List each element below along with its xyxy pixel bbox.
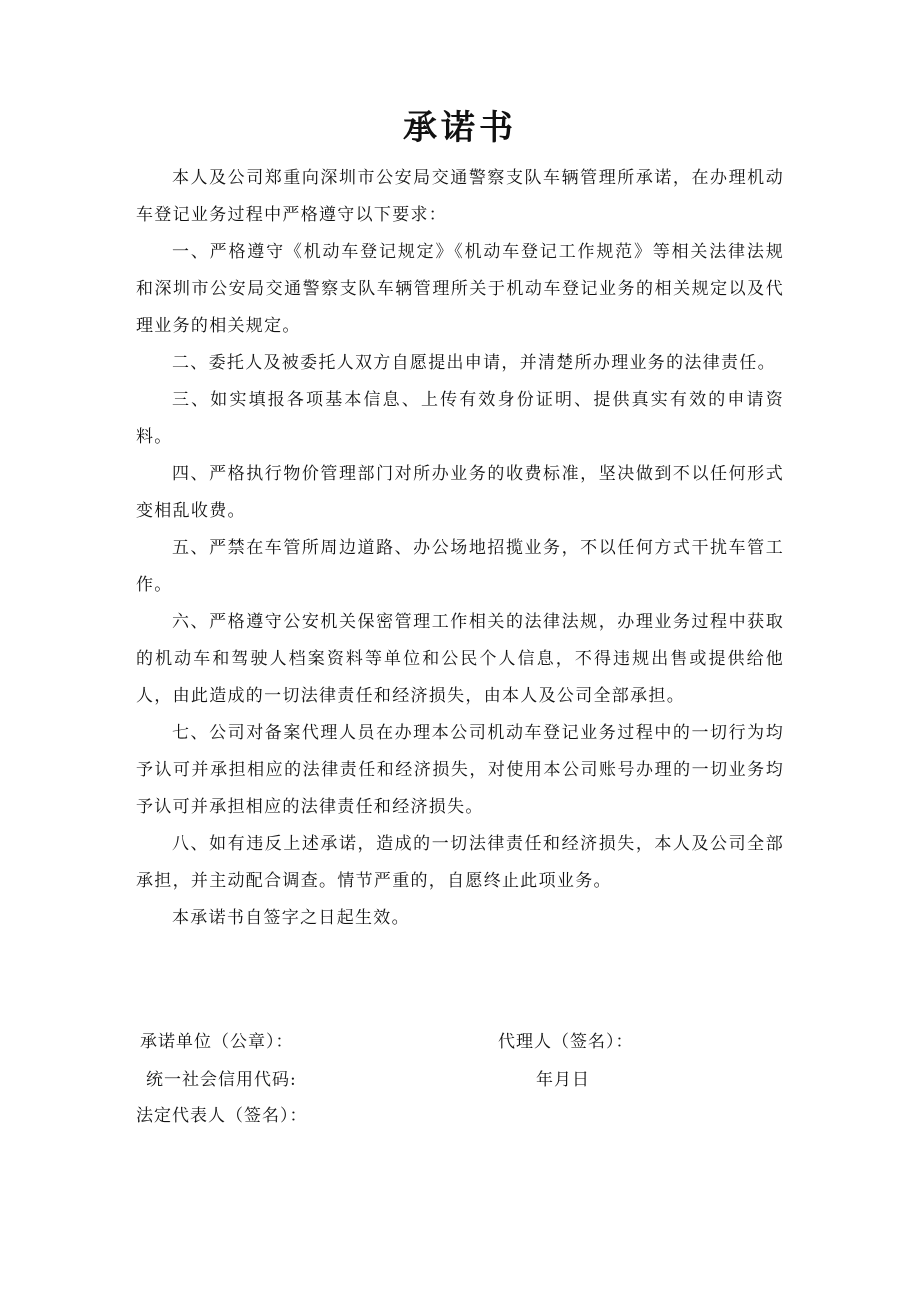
paragraph-intro: 本人及公司郑重向深圳市公安局交通警察支队车辆管理所承诺，在办理机动车登记业务过程中严格遵守以下要求：: [136, 168, 784, 225]
document-title: 承诺书: [403, 108, 517, 148]
paragraph-item-2: 二、委托人及被委托人双方自愿提出申请，并清楚所办理业务的法律责任。: [172, 353, 776, 373]
paragraph-item-8: 八、如有违反上述承诺，造成的一切法律责任和经济损失，本人及公司全部承担，并主动配合调查。情节严重的，自愿终止此项业务。: [136, 834, 784, 891]
legal-representative-label: 法定代表人（签名）：: [136, 1106, 308, 1126]
document-body: [136, 160, 784, 937]
credit-code-label: 统一社会信用代码:: [146, 1070, 297, 1090]
signature-unit-label: 承诺单位（公章）：: [140, 1032, 294, 1052]
paragraph-item-3: 三、如实填报各项基本信息、上传有效身份证明、提供真实有效的申请资料。: [136, 390, 784, 447]
paragraph-item-4: 四、严格执行物价管理部门对所办业务的收费标准，坚决做到不以任何形式变相乱收费。: [136, 464, 784, 521]
paragraph-effective: 本承诺书自签字之日起生效。: [172, 908, 410, 928]
date-label: 年月日: [536, 1070, 590, 1090]
paragraph-item-5: 五、严禁在车管所周边道路、办公场地招揽业务，不以任何方式干扰车管工作。: [136, 538, 784, 595]
paragraph-item-7: 七、公司对备案代理人员在办理本公司机动车登记业务过程中的一切行为均予认可并承担相应的法律责任和经济损失，对使用本公司账号办理的一切业务均予认可并承担相应的法律责任和经济损失。: [136, 723, 784, 817]
signature-agent-label: 代理人（签名）：: [498, 1032, 634, 1052]
paragraph-item-1: 一、严格遵守《机动车登记规定》《机动车登记工作规范》等相关法律法规和深圳市公安局交通警察支队车辆管理所关于机动车登记业务的相关规定以及代理业务的相关规定。: [136, 242, 784, 336]
paragraph-item-6: 六、严格遵守公安机关保密管理工作相关的法律法规，办理业务过程中获取的机动车和驾驶人档案资料等单位和公民个人信息，不得违规出售或提供给他人，由此造成的一切法律责任和经济损失，由本人及公司全部承担。: [136, 612, 784, 706]
